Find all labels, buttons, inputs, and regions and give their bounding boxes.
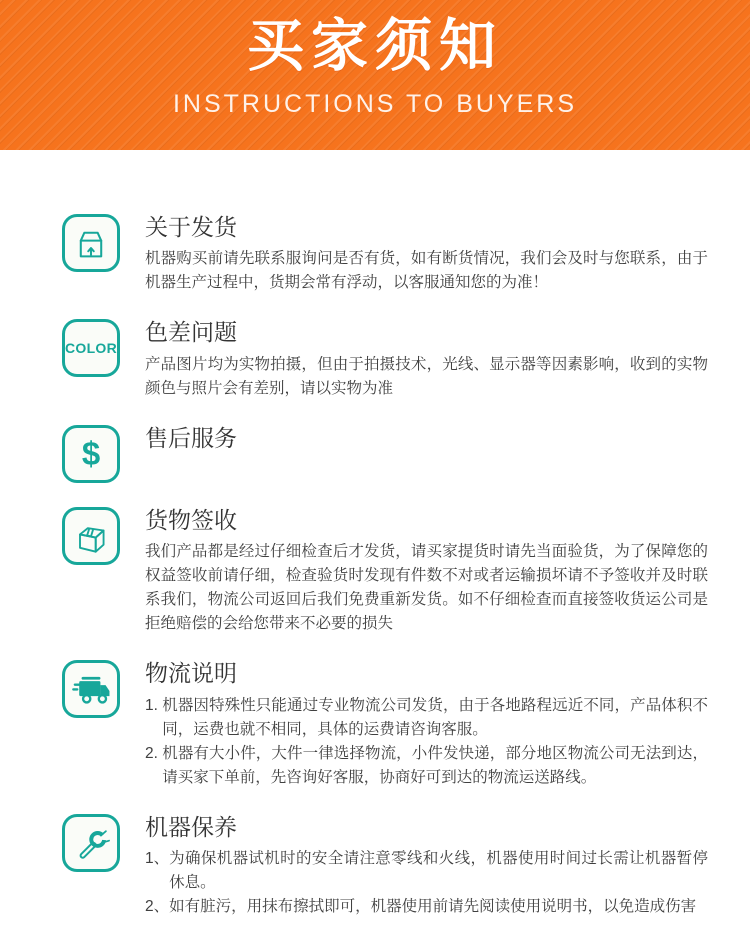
section-title: 关于发货 [145,214,237,240]
list-number: 2、 [145,898,170,916]
list-item: 2、 如有脏污，用抹布擦拭即可，机器使用前请先阅读使用说明书，以免造成伤害 [145,895,708,919]
section-color [62,319,708,400]
section-title: 物流说明 [145,660,237,687]
wrench-icon [62,814,120,872]
dollar-glyph: $ [81,435,101,473]
list-item: 1. 机器因特殊性只能通过专业物流公司发货，由于各地路程远近不同，产品体积不同，运费也就不相同，具体的运费请咨询客服。 [145,694,708,742]
list-number: 1. [145,696,163,714]
section-aftersales [62,425,708,483]
sections-container [0,150,750,919]
list-number: 2. [145,744,163,762]
section-title: 售后服务 [145,424,237,451]
section-logistics [62,660,708,789]
section-title: 货物签收 [145,506,237,533]
page-title: 买家须知 [247,14,503,79]
list-item: 2. 机器有大小件，大件一律选择物流，小件发快递，部分地区物流公司无法到达，请买家下单前，先咨询好客服，协商好可到达的物流运送路线。 [145,742,708,790]
section-body: 机器购买前请先联系服询问是否有货，如有断货情况，我们会及时与您联系，由于机器生产过程中，货期会常有浮动，以客服通知您的为准！ [145,250,708,292]
section-shipping [62,214,708,295]
section-receipt [62,507,708,636]
header-banner [0,0,750,150]
list-item: 1、 为确保机器试机时的安全请注意零线和火线，机器使用时间过长需让机器暂停休息。 [145,847,708,895]
parcel-box-icon [62,507,120,565]
color-badge-label: COLOR [64,340,118,357]
package-icon [62,214,120,272]
color-badge-icon [62,319,120,377]
section-title: 机器保养 [145,813,237,840]
section-maintenance [62,814,708,919]
dollar-icon [62,425,120,483]
section-list [145,694,708,790]
section-list [145,847,708,919]
page-subtitle: INSTRUCTIONS TO BUYERS [172,89,577,118]
list-number: 1、 [145,850,170,868]
section-body: 产品图片均为实物拍摄，但由于拍摄技术，光线、显示器等因素影响，收到的实物颜色与照片会有差别，请以实物为准 [145,355,708,397]
section-body: 我们产品都是经过仔细检查后才发货，请买家提货时请先当面验货，为了保障您的权益签收前请仔细，检查验货时发现有件数不对或者运输损坏请不予签收并及时联系我们，物流公司返回后我们免费重新发货。如不仔细检查而直接签收货运公司是拒绝赔偿的会给您带来不必要的损失 [145,543,708,633]
truck-icon [62,660,120,718]
section-title: 色差问题 [145,319,237,346]
